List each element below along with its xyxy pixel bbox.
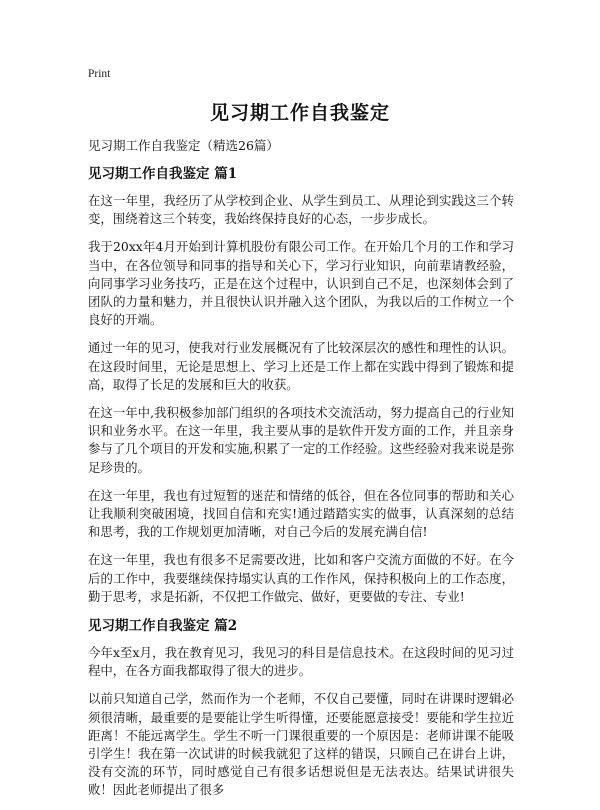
paragraph: 在这一年里，我经历了从学校到企业、从学生到员工、从理论到实践这三个转变，围绕着这三个转变，我始终保持良好的心态，一步步成长。	[88, 193, 514, 227]
paragraph: 以前只知道自己学，然而作为一个老师，不仅自己要懂，同时在讲课时逻辑必须很清晰，最重要的是要能让学生听得懂，还要能愿意接受！要能和学生拉近距离！不能远离学生。学生不听一门课很重要的一个原因是：老师讲课不能吸引学生！我在第一次试讲的时候我就犯了这样的错误，只顾自己在讲台上讲，没有交流的环节，同时感觉自己有很多话想说但是无法表达。结果试讲很失败！因此老师提出了很多	[88, 691, 514, 798]
section-heading: 见习期工作自我鉴定 篇1	[88, 166, 238, 182]
paragraph: 我于20xx年4月开始到计算机股份有限公司工作。在开始几个月的工作和学习当中，在各位领导和同事的指导和关心下，学习行业知识，向前辈请教经验，向同事学习业务技巧，正是在这个过程中，认识到自己不足，也深刻体会到了团队的力量和魅力，并且很快认识并融入这个团队，为我以后的工作树立一个良好的开端。	[88, 239, 514, 328]
paragraph: 通过一年的见习，使我对行业发展概况有了比较深层次的感性和理性的认识。在这段时间里，无论是思想上、学习上还是工作上都在实践中得到了锻炼和提高，取得了长足的发展和巨大的收获。	[88, 340, 514, 392]
paragraph: 在这一年中,我积极参加部门组织的各项技术交流活动，努力提高自己的行业知识和业务水平。在这一年里，我主要从事的是软件开发方面的工作，并且亲身参与了几个项目的开发和实施,积累了一定的工作经验。这些经验对我来说是弥足珍贵的。	[88, 405, 514, 475]
section-1	[88, 164, 514, 606]
paragraph: 在这一年里，我也有很多不足需要改进，比如和客户交流方面做的不好。在今后的工作中，我要继续保持塌实认真的工作作风，保持积极向上的工作态度，勤于思考，求是拓新，不仅把工作做完、做好，更要做的专注、专业!	[88, 552, 514, 604]
document-body	[88, 136, 514, 810]
paragraph: 今年x至x月，我在教育见习，我见习的科目是信息技术。在这段时间的见习过程中，在各方面我都取得了很大的进步。	[88, 645, 514, 679]
document-subtitle: 见习期工作自我鉴定（精选26篇）	[88, 138, 279, 153]
paragraph: 在这一年里，我也有过短暂的迷茫和情绪的低谷，但在各位同事的帮助和关心让我顺利突破困境，找回自信和充实!通过踏踏实实的做事，认真深刻的总结和思考，我的工作规划更加清晰，对自己今后的发展充满自信!	[88, 487, 514, 540]
page-title: 见习期工作自我鉴定	[209, 102, 390, 124]
section-2	[88, 616, 514, 800]
section-heading: 见习期工作自我鉴定 篇2	[88, 618, 238, 635]
print-label[interactable]: Print	[88, 68, 111, 80]
